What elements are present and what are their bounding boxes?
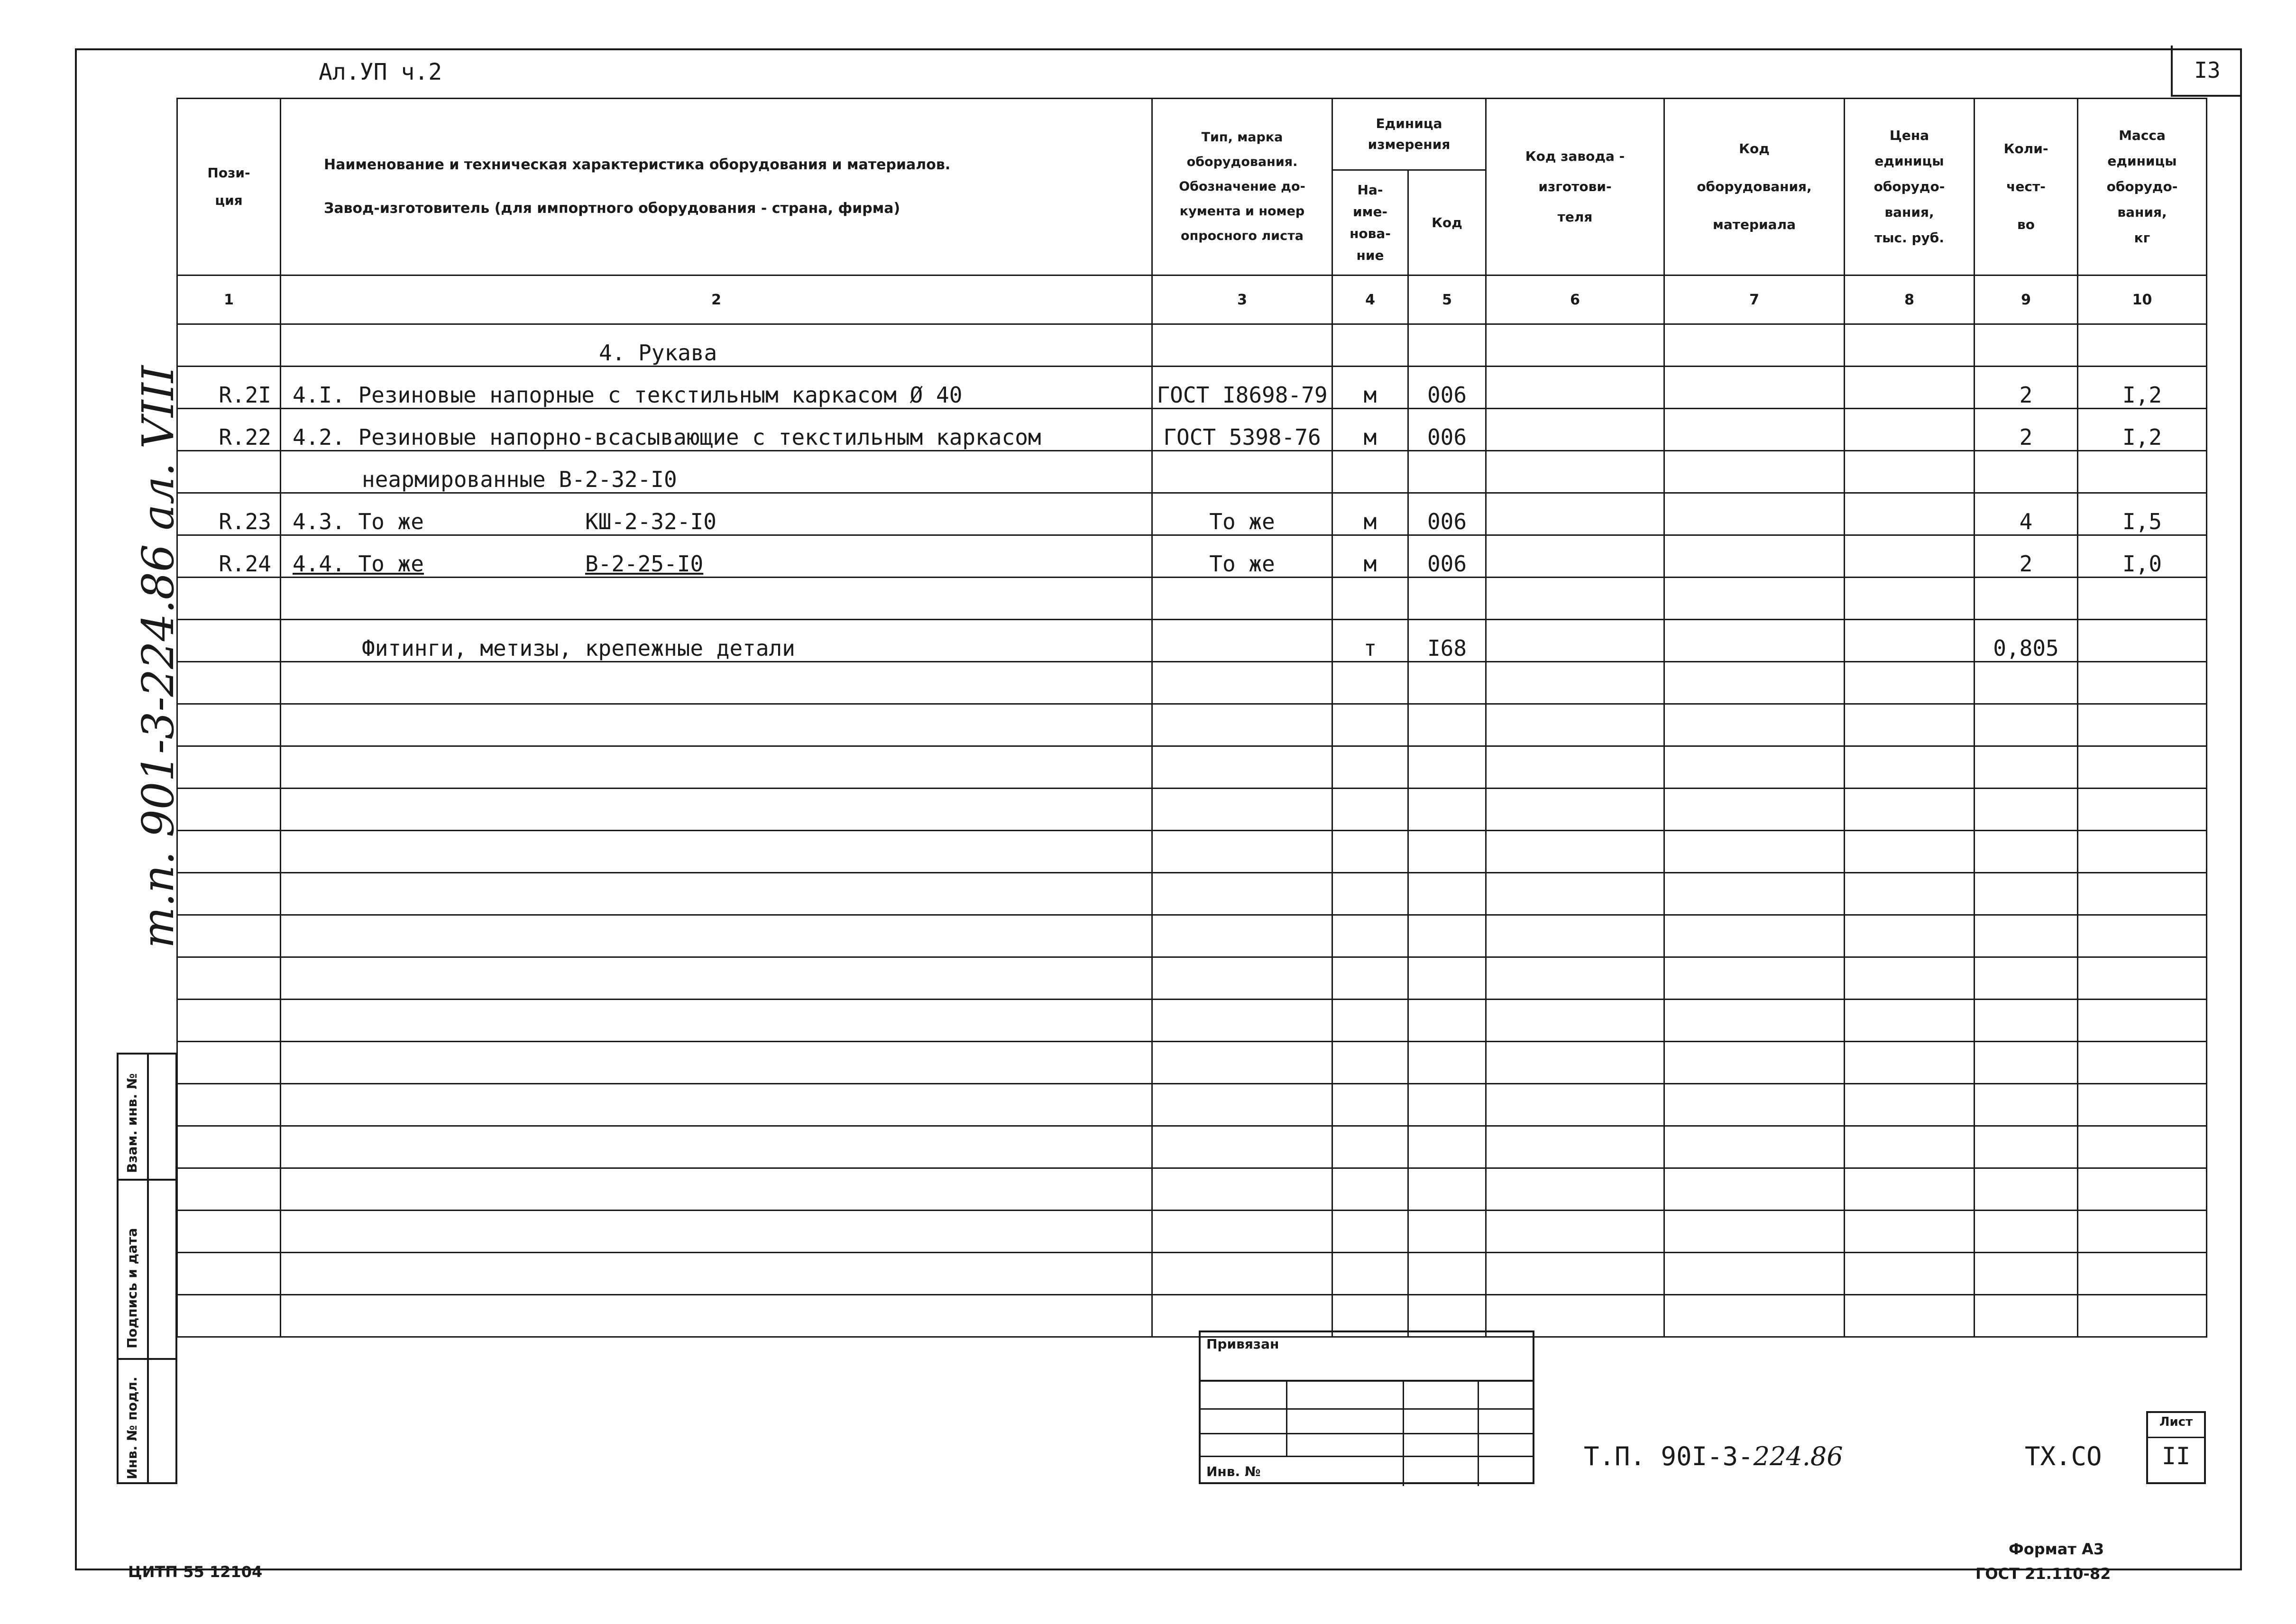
table-row	[177, 451, 2207, 493]
header-unit-name: На- име- нова- ние	[1332, 170, 1408, 275]
format-label: Формат А3	[2009, 1540, 2104, 1558]
row-unit-code: 006	[1408, 409, 1486, 451]
empty-table-row	[177, 1000, 2207, 1042]
row-doc	[1152, 620, 1332, 662]
empty-table-row	[177, 1084, 2207, 1126]
row-name: 4. Рукава	[281, 324, 1152, 367]
binding-block	[1199, 1330, 1534, 1484]
table-row	[177, 409, 2207, 451]
drawing-mark: ТХ.СО	[2025, 1441, 2102, 1471]
side-handwritten-note: т.п. 901-3-224.86 ал. VIII	[133, 365, 184, 948]
project-code	[1584, 1441, 1843, 1471]
column-number-row	[177, 275, 2207, 324]
row-name-mark: В-2-25-I0	[585, 551, 704, 577]
sheet-label: Лист	[2159, 1415, 2193, 1429]
inventory-number-label: Инв. №	[1206, 1464, 1261, 1479]
row-unit-code	[1408, 324, 1486, 367]
row-unit-code: 006	[1408, 493, 1486, 535]
column-number: 8	[1845, 275, 1975, 324]
header-type: Тип, марка оборудования. Обозначение до- кумента и номер опросного листа	[1152, 99, 1332, 275]
column-number: 4	[1332, 275, 1408, 324]
project-code-handwritten: 224.86	[1753, 1441, 1843, 1471]
header-position: Пози- ция	[177, 99, 281, 275]
row-name: 4.I. Резиновые напорные с текстильным каркасом Ø 40	[281, 367, 1152, 409]
row-name: 4.2. Резиновые напорно-всасывающие с текстильным каркасом	[281, 409, 1152, 451]
document-code: Ал.УП ч.2	[319, 59, 442, 85]
column-number: 1	[177, 275, 281, 324]
row-doc	[1152, 451, 1332, 493]
row-doc	[1152, 324, 1332, 367]
row-position	[177, 451, 281, 493]
row-quantity: 2	[1975, 367, 2078, 409]
row-position: R.24	[177, 535, 281, 578]
table-row	[177, 367, 2207, 409]
binding-label: Привязан	[1206, 1336, 1279, 1352]
row-quantity	[1975, 451, 2078, 493]
empty-table-row	[177, 1042, 2207, 1084]
empty-table-row	[177, 1211, 2207, 1253]
empty-table-row	[177, 1126, 2207, 1168]
row-name-mark: КШ-2-32-I0	[585, 509, 716, 534]
column-number: 5	[1408, 275, 1486, 324]
left-approval-strip	[117, 1053, 177, 1484]
strip-label-signature-date: Подпись и дата	[124, 1228, 140, 1349]
row-doc: ГОСТ I8698-79	[1152, 367, 1332, 409]
header-quantity: Коли- чест- во	[1975, 99, 2078, 275]
column-number: 3	[1152, 275, 1332, 324]
row-mass	[2078, 324, 2207, 367]
row-position	[177, 620, 281, 662]
row-position	[177, 324, 281, 367]
row-doc: То же	[1152, 493, 1332, 535]
empty-table-row	[177, 873, 2207, 915]
empty-table-row	[177, 1253, 2207, 1295]
strip-label-replace-inv: Взам. инв. №	[124, 1073, 140, 1173]
row-unit-code	[1408, 451, 1486, 493]
gost-label: ГОСТ 21.110-82	[1975, 1565, 2111, 1583]
column-number: 6	[1486, 275, 1664, 324]
row-unit: м	[1332, 409, 1408, 451]
column-number: 9	[1975, 275, 2078, 324]
empty-table-row	[177, 915, 2207, 957]
empty-table-row	[177, 957, 2207, 1000]
table-row	[177, 535, 2207, 578]
row-quantity: 0,805	[1975, 620, 2078, 662]
table-row	[177, 493, 2207, 535]
row-unit-code: I68	[1408, 620, 1486, 662]
empty-table-row	[177, 831, 2207, 873]
table-row	[177, 620, 2207, 662]
header-name: Наименование и техническая характеристика оборудования и материалов. Завод-изготовитель (для импортного оборудования - страна, фирма)	[281, 99, 1152, 275]
row-position: R.22	[177, 409, 281, 451]
row-name	[281, 535, 1152, 578]
row-quantity	[1975, 324, 2078, 367]
row-position: R.2I	[177, 367, 281, 409]
column-number: 2	[281, 275, 1152, 324]
sheet-number-box	[2146, 1411, 2206, 1484]
row-unit: т	[1332, 620, 1408, 662]
row-name-part: 4.3. То же	[293, 509, 424, 534]
empty-table-row	[177, 1295, 2207, 1337]
table-row	[177, 578, 2207, 620]
empty-table-row	[177, 1168, 2207, 1211]
header-unit-code: Код	[1408, 170, 1486, 275]
row-mass: I,2	[2078, 409, 2207, 451]
row-mass: I,2	[2078, 367, 2207, 409]
row-doc: ГОСТ 5398-76	[1152, 409, 1332, 451]
empty-table-row	[177, 704, 2207, 746]
strip-label-original-inv: Инв. № подл.	[124, 1376, 140, 1479]
header-equipment-code: Код оборудования, материала	[1664, 99, 1845, 275]
row-name: неармированные В-2-32-I0	[281, 451, 1152, 493]
row-mass	[2078, 620, 2207, 662]
header-factory-code: Код завода - изготови- теля	[1486, 99, 1664, 275]
row-name: Фитинги, метизы, крепежные детали	[281, 620, 1152, 662]
row-mass: I,0	[2078, 535, 2207, 578]
row-quantity: 2	[1975, 409, 2078, 451]
sheet-number: II	[2161, 1442, 2191, 1470]
row-doc: То же	[1152, 535, 1332, 578]
specification-table	[176, 98, 2207, 1338]
header-price: Цена единицы оборудо- вания, тыс. руб.	[1845, 99, 1975, 275]
header-mass: Масса единицы оборудо- вания, кг	[2078, 99, 2207, 275]
row-unit: м	[1332, 493, 1408, 535]
row-unit-code: 006	[1408, 367, 1486, 409]
row-mass: I,5	[2078, 493, 2207, 535]
project-code-prefix: Т.П. 90I-3-	[1584, 1441, 1754, 1471]
row-unit: м	[1332, 535, 1408, 578]
sheet-corner-number: I3	[2171, 46, 2242, 97]
tsitp-label: ЦИТП 55 12104	[128, 1563, 263, 1581]
empty-table-row	[177, 789, 2207, 831]
row-name	[281, 493, 1152, 535]
column-number: 10	[2078, 275, 2207, 324]
row-name-part: 4.4. То же	[293, 551, 424, 577]
column-number: 7	[1664, 275, 1845, 324]
row-quantity: 2	[1975, 535, 2078, 578]
row-quantity: 4	[1975, 493, 2078, 535]
row-unit	[1332, 324, 1408, 367]
empty-table-row	[177, 746, 2207, 789]
row-unit	[1332, 451, 1408, 493]
table-row	[177, 324, 2207, 367]
header-unit-group: Единица измерения	[1332, 99, 1486, 170]
empty-table-row	[177, 662, 2207, 704]
row-unit-code: 006	[1408, 535, 1486, 578]
row-unit: м	[1332, 367, 1408, 409]
row-position: R.23	[177, 493, 281, 535]
row-mass	[2078, 451, 2207, 493]
